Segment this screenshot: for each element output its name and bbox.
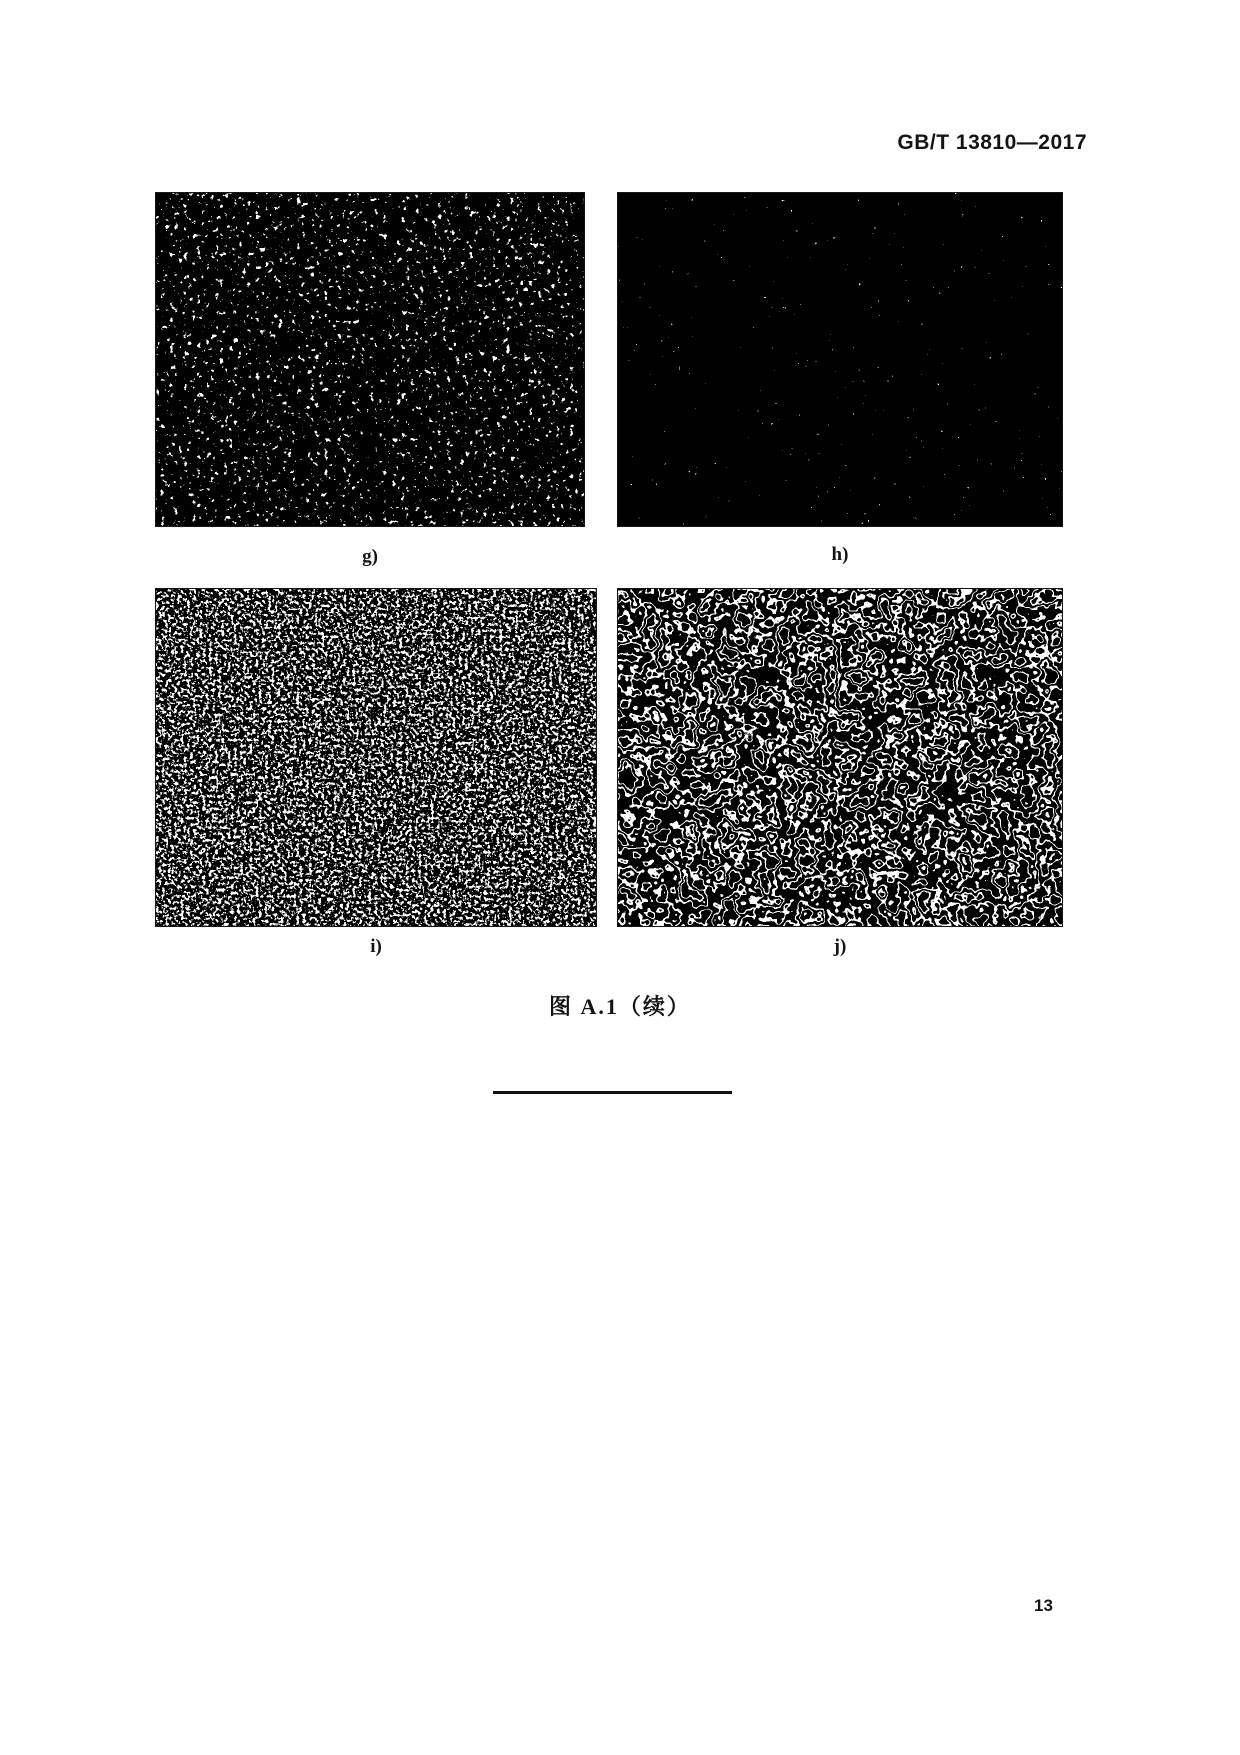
figure-caption: 图 A.1（续） bbox=[549, 994, 691, 1019]
end-of-document-rule bbox=[493, 1091, 732, 1094]
panel-label-j: j) bbox=[833, 936, 847, 957]
page-number: 13 bbox=[1034, 1596, 1053, 1615]
micrograph-image-i bbox=[155, 588, 597, 927]
panel-label-g: g) bbox=[362, 546, 378, 567]
panel-label-h: h) bbox=[831, 544, 849, 565]
micrograph-image-g bbox=[155, 192, 585, 527]
panel-label-i: i) bbox=[370, 936, 382, 957]
standard-number-header: GB/T 13810—2017 bbox=[897, 131, 1087, 154]
micrograph-image-h bbox=[617, 192, 1063, 527]
micrograph-image-j bbox=[617, 588, 1063, 927]
